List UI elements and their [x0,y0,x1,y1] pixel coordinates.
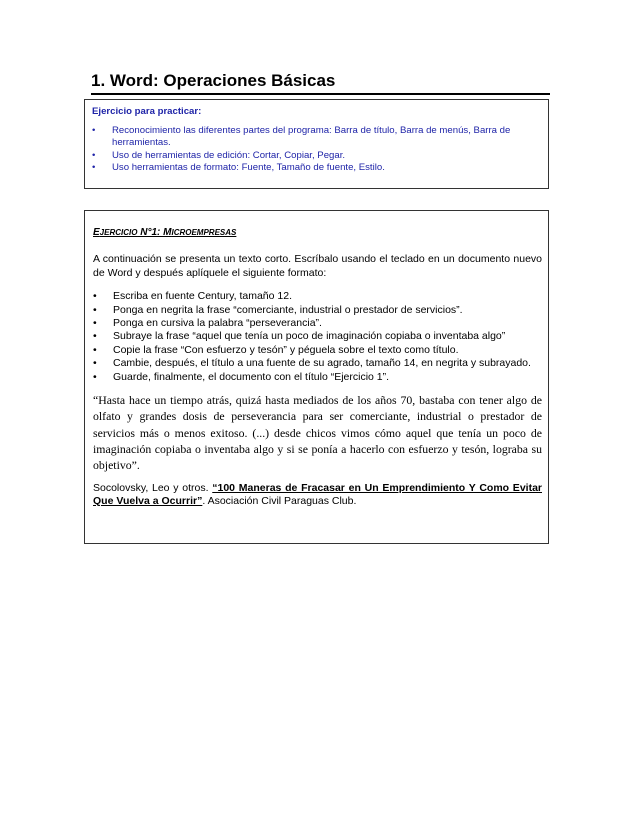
exercise-steps [93,290,542,384]
list-item-text: Guarde, finalmente, el documento con el título “Ejercicio 1”. [113,370,390,383]
list-item [93,371,542,384]
exercise-box [84,210,549,544]
list-item-text: Uso de herramientas de edición: Cortar, Copiar, Pegar. [112,149,346,161]
list-item [93,317,542,330]
bullet-icon: • [92,149,96,161]
list-item [92,125,542,150]
list-item [92,162,542,175]
list-item [93,344,542,357]
exercise-intro: A continuación se presenta un texto corto. Escríbalo usando el teclado en un documento nuevo de Word y después aplíquele el siguiente formato: [93,253,542,279]
list-item [93,304,542,317]
practice-list [92,125,542,175]
practice-heading: Ejercicio para practicar: [92,106,202,117]
bullet-icon: • [93,330,97,343]
exercise-title-suffix-small: ICROEMPRESAS [171,228,237,237]
exercise-title [93,226,542,239]
bullet-icon: • [93,357,97,370]
exercise-reference [93,482,542,509]
list-item-text: Reconocimiento las diferentes partes del programa: Barra de título, Barra de menús, Barra de herramientas. [112,124,511,148]
exercise-title-prefix-small: JERCICIO [99,228,138,237]
list-item [93,290,542,303]
list-item [93,357,542,370]
exercise-title-prefix: E [93,227,100,238]
reference-publisher: . Asociación Civil Paraguas Club. [202,494,357,507]
bullet-icon: • [93,303,97,316]
bullet-icon: • [93,317,97,330]
reference-authors: Socolovsky, Leo y otros. [93,481,213,494]
bullet-icon: • [93,370,97,383]
page-title: 1. Word: Operaciones Básicas [91,70,550,95]
bullet-icon: • [93,343,97,356]
list-item-text: Ponga en cursiva la palabra “perseverancia”. [113,317,322,330]
bullet-icon: • [92,162,96,173]
bullet-icon: • [93,290,97,303]
list-item-text: Cambie, después, el título a una fuente de su agrado, tamaño 14, en negrita y subrayado. [113,357,531,370]
bullet-icon: • [92,124,96,136]
list-item-text: Escriba en fuente Century, tamaño 12. [113,290,292,303]
practice-box [84,99,549,189]
exercise-quote: “Hasta hace un tiempo atrás, quizá hasta mediados de los años 70, bastaba con tener algo de olfato y grandes dosis de perseverancia para ser comerciante, industrial o prestador de servicios más o menos exitoso. (...) desde chicos vimos cómo aquel que tenía un poco de imaginación copiaba o inventaba algo y si se ponía a hacerlo con esfuerzo y tesón, lograba su objetivo”. [93,393,542,473]
list-item [93,330,542,343]
exercise-title-number: N°1: M [137,227,172,238]
list-item-text: Copie la frase “Con esfuerzo y tesón” y péguela sobre el texto como título. [113,343,459,356]
list-item [92,150,542,163]
list-item-text: Uso herramientas de formato: Fuente, Tamaño de fuente, Estilo. [112,162,385,173]
list-item-text: Ponga en negrita la frase “comerciante, industrial o prestador de servicios”. [113,303,463,316]
reference-book-title: “100 Maneras de Fracasar en Un Emprendimiento Y Como Evitar Que Vuelva a Ocurrir” [93,481,542,507]
list-item-text: Subraye la frase “aquel que tenía un poco de imaginación copiaba o inventaba algo” [113,330,506,343]
